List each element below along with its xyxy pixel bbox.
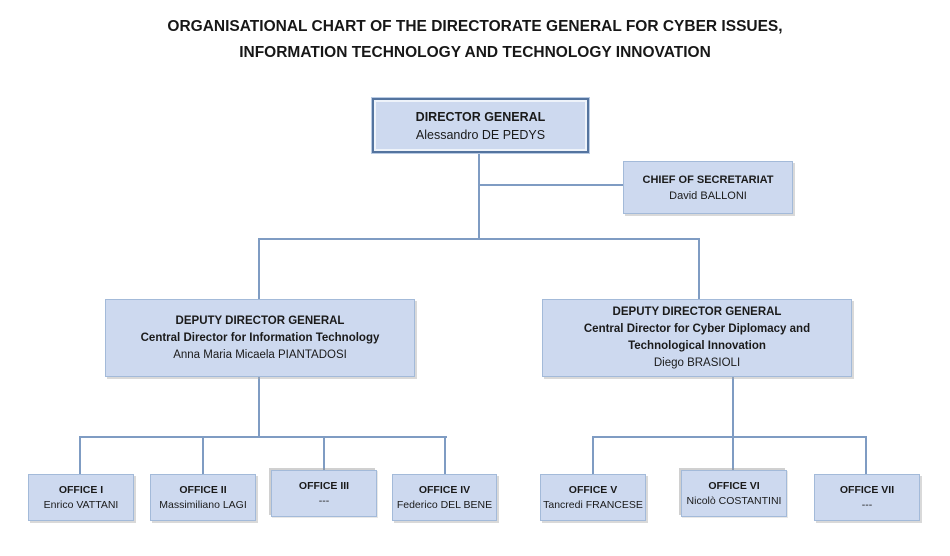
deputy-it-name: Anna Maria Micaela PIANTADOSI [173, 348, 347, 361]
box-office-4 [392, 474, 497, 521]
box-office-1 [28, 474, 134, 521]
box-deputy-director-it [105, 299, 415, 377]
connector-office7-stub [865, 437, 867, 474]
office-5-name: Tancredi FRANCESE [543, 498, 643, 511]
office-4-title: OFFICE IV [418, 483, 471, 496]
connector-secretariat-horizontal [479, 184, 624, 186]
office-1-title: OFFICE I [58, 483, 104, 496]
connector-main-rail [258, 238, 700, 240]
connector-right-deputy-drop [698, 239, 700, 299]
connector-office6-stub [732, 437, 734, 470]
deputy-cyber-subtitle-line2: Technological Innovation [628, 340, 766, 352]
box-director-general [372, 98, 589, 153]
box-office-7 [814, 474, 920, 521]
office-3-name: --- [318, 494, 330, 507]
box-deputy-director-cyber [542, 299, 852, 377]
deputy-cyber-title: DEPUTY DIRECTOR GENERAL [612, 306, 782, 318]
box-office-3 [271, 470, 377, 517]
page-title-line1: ORGANISATIONAL CHART OF THE DIRECTORATE GENERAL FOR CYBER ISSUES, [167, 18, 783, 35]
deputy-cyber-name: Diego BRASIOLI [653, 357, 741, 369]
connector-left-rail [79, 436, 447, 438]
director-general-title: DIRECTOR GENERAL [415, 109, 546, 124]
page-title [0, 14, 950, 66]
office-1-name: Enrico VATTANI [43, 498, 119, 511]
deputy-cyber-subtitle-line1: Central Director for Cyber Diplomacy and [583, 323, 811, 335]
connector-office3-stub [323, 437, 325, 470]
office-5-title: OFFICE V [568, 483, 618, 496]
connector-office5-stub [592, 437, 594, 474]
office-2-title: OFFICE II [179, 483, 227, 496]
office-3-title: OFFICE III [298, 479, 350, 492]
office-7-name: --- [861, 498, 873, 511]
connector-left-deputy-drop [258, 239, 260, 299]
connector-right-deputy-down [732, 376, 734, 437]
chief-of-secretariat-title: CHIEF OF SECRETARIAT [642, 173, 774, 186]
chief-of-secretariat-name: David BALLONI [669, 189, 747, 202]
connector-right-rail [592, 436, 867, 438]
connector-left-deputy-down [258, 376, 260, 437]
deputy-it-title: DEPUTY DIRECTOR GENERAL [175, 314, 345, 327]
box-office-5 [540, 474, 646, 521]
connector-office1-stub [79, 437, 81, 474]
office-2-name: Massimiliano LAGI [159, 498, 247, 511]
office-4-name: Federico DEL BENE [396, 498, 493, 511]
office-6-name: Nicolò COSTANTINI [686, 494, 782, 507]
office-6-title: OFFICE VI [708, 479, 760, 492]
page-title-line2: INFORMATION TECHNOLOGY AND TECHNOLOGY INNOVATION [239, 44, 711, 61]
deputy-it-subtitle: Central Director for Information Technology [140, 331, 380, 344]
box-chief-of-secretariat [623, 161, 793, 214]
box-office-2 [150, 474, 256, 521]
office-7-title: OFFICE VII [839, 483, 895, 496]
connector-dg-vertical [478, 153, 480, 239]
director-general-name: Alessandro DE PEDYS [415, 127, 546, 142]
connector-office2-stub [202, 437, 204, 474]
box-office-6 [681, 470, 787, 517]
connector-office4-stub [444, 437, 446, 474]
